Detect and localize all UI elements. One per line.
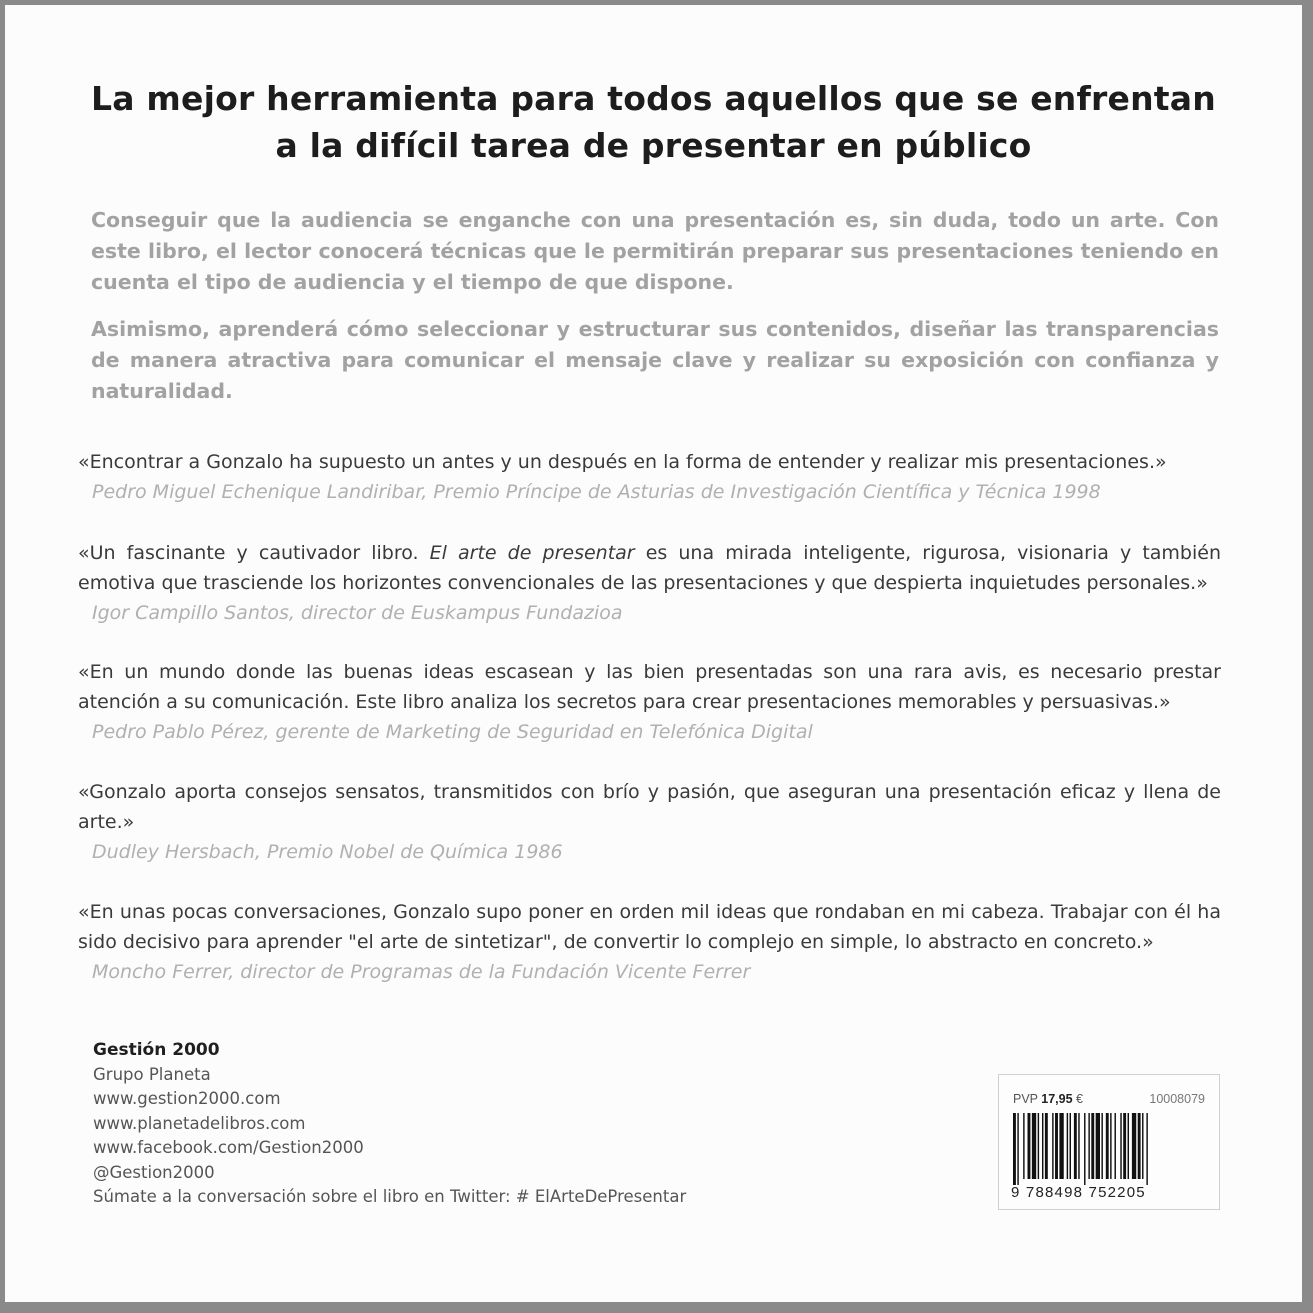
barcode-bar	[1055, 1113, 1058, 1179]
testimonial-text-end: es una mirada inteligente, rigurosa, visionaria y también emotiva que trasciende los horizontes convencionales de las presentaciones y que despierta inquietudes personales.»	[78, 542, 1221, 594]
barcode-bar	[1059, 1113, 1063, 1179]
publisher-info	[93, 1038, 686, 1210]
currency-symbol: €	[1076, 1092, 1083, 1106]
publisher-twitter: @Gestion2000	[93, 1162, 215, 1182]
testimonial-text-start: «Un fascinante y cautivador libro.	[78, 542, 430, 564]
barcode-bar	[1128, 1113, 1129, 1179]
headline-line-1: La mejor herramienta para todos aquellos que se enfrentan	[91, 79, 1216, 118]
barcode-bar	[1052, 1113, 1053, 1179]
testimonial-4	[78, 777, 1221, 867]
headline	[65, 75, 1242, 169]
barcode-box	[998, 1074, 1220, 1210]
testimonial-author: Pedro Pablo Pérez, gerente de Marketing de Seguridad en Telefónica Digital	[92, 721, 813, 743]
blurb-paragraph-1	[91, 205, 1219, 298]
barcode-bar	[1091, 1113, 1094, 1179]
barcode-bar	[1032, 1113, 1036, 1179]
barcode-bar	[1110, 1113, 1111, 1179]
barcode-bar	[1142, 1113, 1143, 1179]
barcode-bar	[1115, 1113, 1116, 1179]
price-value: 17,95	[1041, 1092, 1073, 1106]
book-title-italic: El arte de presentar	[429, 542, 635, 564]
publisher-name: Gestión 2000	[93, 1040, 220, 1060]
blurb-text-2: Asimismo, aprenderá cómo seleccionar y estructurar sus contenidos, diseñar las transparencias de manera atractiva para comunicar el mensaje clave y realizar su exposición con confianza y naturalidad.	[91, 317, 1219, 403]
barcode-bar	[1123, 1113, 1126, 1179]
testimonial-text: «Gonzalo aporta consejos sensatos, transmitidos con brío y pasión, que aseguran una presentación eficaz y llena de arte.»	[78, 781, 1221, 833]
testimonial-text: «En un mundo donde las buenas ideas escasean y las bien presentadas son una rara avis, es necesario prestar atención a su comunicación. Este libro analiza los secretos para crear presentaciones memorables y persuasivas.»	[78, 661, 1221, 713]
testimonial-author: Dudley Hersbach, Premio Nobel de Química 1986	[92, 841, 563, 863]
barcode-bar	[1038, 1113, 1039, 1179]
barcode-bar	[1146, 1113, 1147, 1185]
testimonial-author: Moncho Ferrer, director de Programas de la Fundación Vicente Ferrer	[92, 961, 751, 983]
barcode-icon	[1011, 1113, 1207, 1185]
barcode-bar	[1070, 1113, 1071, 1179]
isbn-digits: 9 788498 752205	[1011, 1184, 1146, 1201]
blurb-text-1: Conseguir que la audiencia se enganche con una presentación es, sin duda, todo un arte. Con este libro, el lector conocerá técnicas que le permitirán preparar sus presentaciones teniendo en cuenta el tipo de audiencia y el tiempo de que dispone.	[91, 208, 1219, 294]
barcode-bar	[1138, 1113, 1141, 1179]
testimonial-text: «En unas pocas conversaciones, Gonzalo supo poner en orden mil ideas que rondaban en mi cabeza. Trabajar con él ha sido decisivo para aprender "el arte de sintetizar", de convertir lo complejo en simple, lo abstracto en concreto.»	[78, 901, 1221, 953]
product-code: 10008079	[1149, 1092, 1205, 1106]
barcode-bar	[1013, 1113, 1016, 1185]
testimonial-text: «Encontrar a Gonzalo ha supuesto un antes y un después en la forma de entender y realizar mis presentaciones.»	[78, 451, 1167, 473]
barcode-bar	[1017, 1113, 1018, 1185]
publisher-group: Grupo Planeta	[93, 1064, 211, 1084]
testimonial-author: Pedro Miguel Echenique Landiribar, Premio Príncipe de Asturias de Investigación Científica y Técnica 1998	[92, 481, 1101, 503]
testimonial-author: Igor Campillo Santos, director de Euskampus Fundazioa	[92, 602, 623, 624]
twitter-hashtag-line: Súmate a la conversación sobre el libro en Twitter: # ElArteDePresentar	[93, 1187, 687, 1206]
barcode-bar	[1096, 1113, 1100, 1179]
barcode-bar	[1101, 1113, 1102, 1179]
barcode-bar	[1132, 1113, 1136, 1179]
publisher-facebook: www.facebook.com/Gestion2000	[93, 1138, 364, 1157]
publisher-website-2: www.planetadelibros.com	[93, 1113, 306, 1133]
barcode-bar	[1045, 1113, 1048, 1179]
barcode-bar	[1084, 1113, 1085, 1185]
barcode-bar	[1028, 1113, 1031, 1179]
book-back-cover	[5, 5, 1302, 1302]
barcode-bar	[1023, 1113, 1024, 1179]
headline-line-2: a la difícil tarea de presentar en público	[275, 126, 1032, 165]
testimonial-1	[78, 447, 1221, 507]
barcode-bar	[1042, 1113, 1043, 1179]
testimonial-5	[78, 897, 1221, 987]
testimonial-text	[78, 538, 1221, 598]
barcode-bar	[1067, 1113, 1068, 1179]
barcode-bar	[1078, 1113, 1079, 1179]
price-label	[1013, 1092, 1083, 1106]
barcode-bar	[1074, 1113, 1077, 1179]
pvp-label: PVP	[1013, 1092, 1038, 1106]
blurb-paragraph-2	[91, 314, 1219, 407]
testimonial-2	[78, 538, 1221, 628]
barcode-bar	[1120, 1113, 1121, 1179]
barcode-bar	[1106, 1113, 1109, 1179]
barcode-bar	[1088, 1113, 1089, 1179]
publisher-website: www.gestion2000.com	[93, 1089, 281, 1108]
testimonial-3	[78, 657, 1221, 747]
